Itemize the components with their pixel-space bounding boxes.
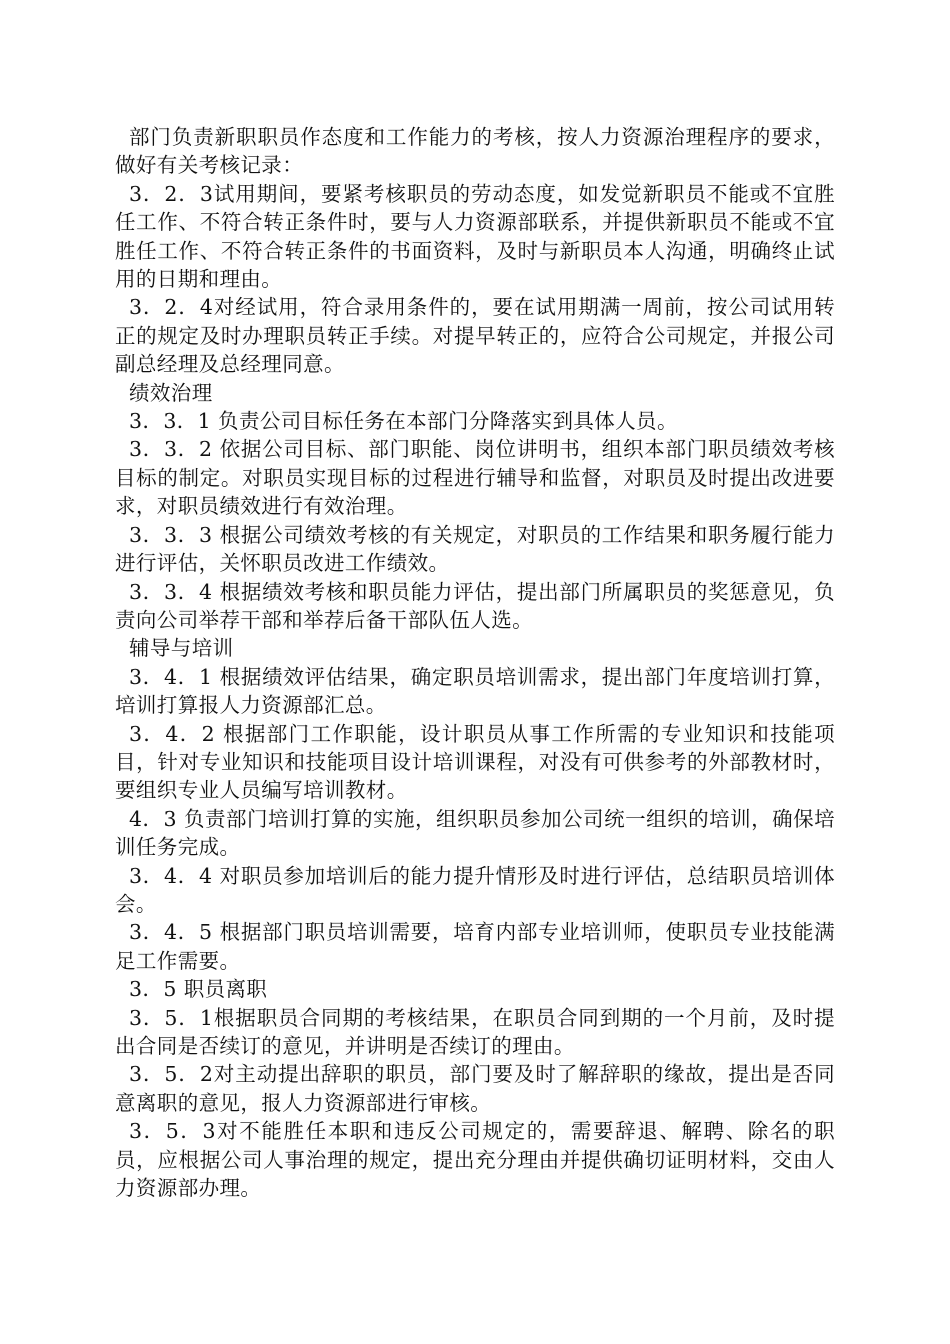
paragraph-3-2-4: 3．2．4对经试用，符合录用条件的，要在试用期满一周前，按公司试用转正的规定及时办理职员转正手续。对提早转正的，应符合公司规定，并报公司副总经理及总经理同意。 bbox=[115, 295, 835, 377]
paragraph-3-3-3: 3．3．3 根据公司绩效考核的有关规定，对职员的工作结果和职务履行能力进行评估，关怀职员改进工作绩效。 bbox=[115, 522, 835, 576]
paragraph-4-3: 4．3 负责部门培训打算的实施，组织职员参加公司统一组织的培训，确保培训任务完成。 bbox=[115, 806, 835, 860]
paragraph-3-3-4: 3．3．4 根据绩效考核和职员能力评估，提出部门所属职员的奖惩意见，负责向公司举荐干部和举荐后备干部队伍人选。 bbox=[115, 579, 835, 632]
section-heading-performance: 绩效治理 bbox=[129, 380, 213, 405]
paragraph-3-3-1: 3．3．1 负责公司目标任务在本部门分降落实到具体人员。 bbox=[129, 409, 678, 434]
paragraph-3-4-5: 3．4．5 根据部门职员培训需要，培育内部专业培训师，使职员专业技能满足工作需要。 bbox=[115, 920, 835, 973]
paragraph-assessment-intro: 部门负责新职职员作态度和工作能力的考核，按人力资源治理程序的要求，做好有关考核记录： bbox=[115, 125, 835, 178]
paragraph-3-5-3: 3．5．3对不能胜任本职和违反公司规定的，需要辞退、解聘、除名的职员，应根据公司人事治理的规定，提出充分理由并提供确切证明材料，交由人力资源部办理。 bbox=[115, 1119, 835, 1201]
paragraph-3-5-2: 3．5．2对主动提出辞职的职员，部门要及时了解辞职的缘故，提出是否同意离职的意见，报人力资源部进行审核。 bbox=[115, 1062, 835, 1115]
section-heading-resignation: 3．5 职员离职 bbox=[129, 977, 268, 1002]
document-body bbox=[115, 123, 835, 1202]
paragraph-3-3-2: 3．3．2 依据公司目标、部门职能、岗位讲明书，组织本部门职员绩效考核目标的制定。对职员实现目标的过程进行辅导和监督，对职员及时提出改进要求，对职员绩效进行有效治理。 bbox=[115, 437, 835, 519]
paragraph-3-4-1: 3．4．1 根据绩效评估结果，确定职员培训需求，提出部门年度培训打算，培训打算报人力资源部汇总。 bbox=[115, 664, 835, 718]
paragraph-3-4-4: 3．4．4 对职员参加培训后的能力提升情形及时进行评估，总结职员培训体会。 bbox=[115, 863, 835, 916]
paragraph-3-5-1: 3．5．1根据职员合同期的考核结果，在职员合同到期的一个月前，及时提出合同是否续订的意见，并讲明是否续订的理由。 bbox=[115, 1005, 835, 1058]
paragraph-3-2-3: 3．2．3试用期间，要紧考核职员的劳动态度，如发觉新职员不能或不宜胜任工作、不符合转正条件时，要与人力资源部联系，并提供新职员不能或不宜胜任工作、不符合转正条件的书面资料，及时与新职员本人沟通，明确终止试用的日期和理由。 bbox=[115, 181, 835, 292]
section-heading-training: 辅导与培训 bbox=[129, 636, 234, 661]
paragraph-3-4-2: 3．4．2 根据部门工作职能，设计职员从事工作所需的专业知识和技能项目，针对专业知识和技能项目设计培训课程，对没有可供参考的外部教材时，要组织专业人员编写培训教材。 bbox=[115, 721, 835, 803]
